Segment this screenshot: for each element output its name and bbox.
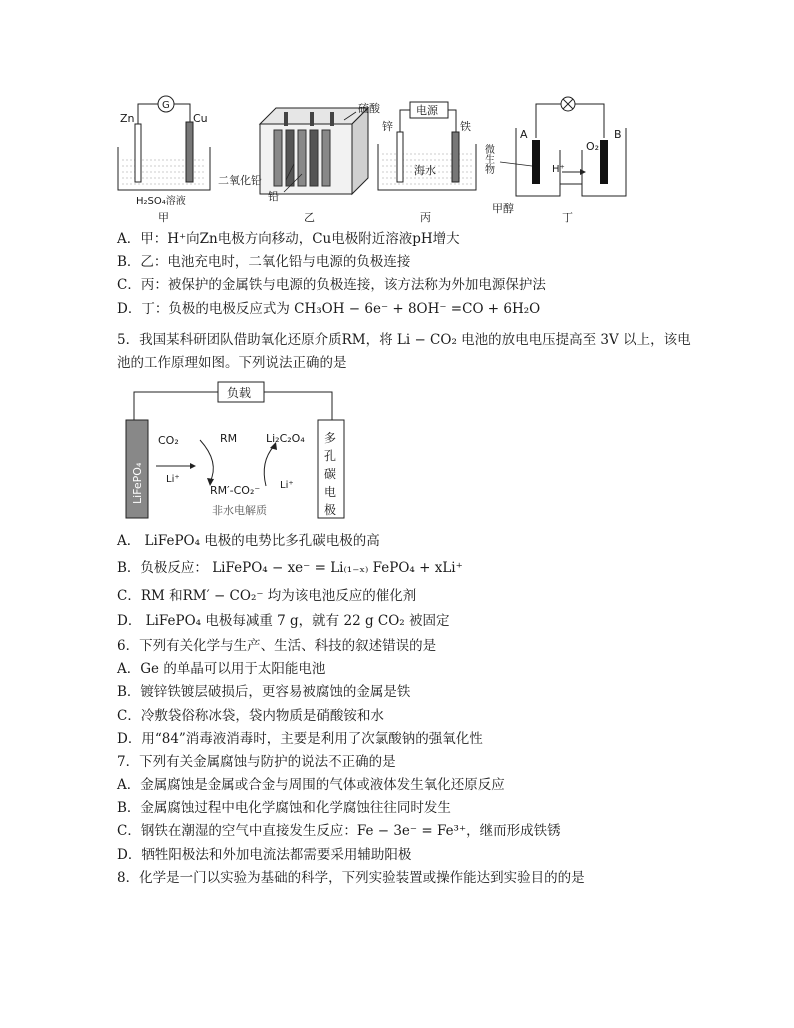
- label-b: B: [614, 128, 622, 141]
- galvanometer-label: G: [162, 100, 170, 111]
- li-plus-left: Li⁺: [166, 474, 180, 485]
- hplus-label: H⁺: [552, 164, 565, 175]
- carbon-label-2: 孔: [324, 449, 337, 463]
- q7-stem: 7．下列有关金属腐蚀与防护的说法不正确的是: [117, 754, 396, 770]
- carbon-label-1: 多: [324, 431, 337, 445]
- o2-label: O₂: [586, 140, 600, 153]
- q4-option-b: B．乙：电池充电时，二氧化铅与电源的负极连接: [117, 254, 411, 270]
- methanol-label: 甲醇: [492, 202, 514, 215]
- q6-option-d: D．用“84”消毒液消毒时，主要是利用了次氯酸钠的强氧化性: [117, 731, 483, 747]
- rm-label: RM: [220, 432, 238, 445]
- caption-jia: 甲: [158, 211, 169, 224]
- q7-option-c: C．钢铁在潮湿的空气中直接发生反应：Fe − 3e⁻ = Fe³⁺，继而形成铁锈: [117, 823, 561, 839]
- zn-label: Zn: [120, 112, 135, 125]
- q5-stem-line1: 5．我国某科研团队借助氧化还原介质RM，将 Li − CO₂ 电池的放电电压提高至 3V 以上，该电: [117, 332, 691, 348]
- q5-option-c: C．RM 和RM′ − CO₂⁻ 均为该电池反应的催化剂: [117, 588, 417, 604]
- co2-label: CO₂: [158, 434, 179, 447]
- carbon-label-4: 电: [324, 485, 337, 499]
- q7-option-b: B．金属腐蚀过程中电化学腐蚀和化学腐蚀往往同时发生: [117, 800, 451, 816]
- q6-option-a: A．Ge 的单晶可以用于太阳能电池: [117, 661, 326, 677]
- q4-option-d: D．丁：负极的电极反应式为 CH₃OH − 6e⁻ + 8OH⁻ =CO + 6H₂O: [117, 301, 541, 317]
- rm-co2-label: RM′-CO₂⁻: [210, 484, 261, 497]
- carbon-label-3: 碳: [324, 467, 337, 481]
- cell-bing: [378, 102, 476, 224]
- q4-option-c: C．丙：被保护的金属铁与电源的负极连接，该方法称为外加电源保护法: [117, 277, 546, 293]
- figure-electrochemical-cells: [110, 92, 650, 227]
- figure-li-co2-battery: [124, 378, 354, 524]
- cu-label: Cu: [193, 112, 208, 125]
- electrolyte-label: 非水电解质: [212, 504, 267, 517]
- zinc-label: 锌: [382, 120, 393, 133]
- q8-stem: 8．化学是一门以实验为基础的科学，下列实验装置或操作能达到实验目的的是: [117, 870, 585, 886]
- carbon-label-5: 极: [324, 503, 337, 517]
- cell-jia: [118, 96, 210, 224]
- q6-option-c: C．冷敷袋俗称冰袋，袋内物质是硝酸铵和水: [117, 708, 384, 724]
- li-plus-right: Li⁺: [280, 480, 294, 491]
- pb-label: 铅: [268, 190, 279, 203]
- power-label: 电源: [416, 104, 438, 117]
- caption-bing: 丙: [420, 211, 431, 224]
- q6-stem: 6．下列有关化学与生产、生活、科技的叙述错误的是: [117, 638, 437, 654]
- q4-option-a: A．甲：H⁺向Zn电极方向移动，Cu电极附近溶液pH增大: [117, 231, 460, 247]
- cell-yi: [218, 101, 381, 224]
- label-a: A: [520, 128, 528, 141]
- acid-label: 硫酸: [358, 102, 380, 115]
- q5-option-d: D． LiFePO₄ 电极每减重 7 g，就有 22 g CO₂ 被固定: [117, 613, 450, 629]
- load-label: 负载: [227, 386, 252, 400]
- caption-yi: 乙: [304, 211, 315, 224]
- pbo2-label: 二氧化铅: [218, 174, 262, 187]
- cell-ding: [483, 97, 627, 224]
- q7-option-a: A．金属腐蚀是金属或合金与周围的气体或液体发生氧化还原反应: [117, 777, 505, 793]
- lifepo4-label: LiFePO₄: [131, 462, 144, 504]
- h2so4-label: H₂SO₄溶液: [136, 196, 186, 207]
- q7-option-d: D．牺牲阳极法和外加电流法都需要采用辅助阳极: [117, 847, 412, 863]
- q5-option-a: A． LiFePO₄ 电极的电势比多孔碳电极的高: [117, 533, 380, 549]
- seawater-label: 海水: [414, 164, 436, 177]
- caption-ding: 丁: [562, 211, 573, 224]
- microbe-label: 微生物: [482, 144, 494, 174]
- q6-option-b: B．镀锌铁镀层破损后，更容易被腐蚀的金属是铁: [117, 684, 411, 700]
- q5-stem-line2: 池的工作原理如图。下列说法正确的是: [117, 355, 347, 371]
- li2c2o4-label: Li₂C₂O₄: [266, 432, 305, 445]
- q5-option-b: B．负极反应： LiFePO₄ − xe⁻ = Li₍₁₋ₓ₎ FePO₄ + xLi⁺: [117, 560, 463, 576]
- iron-label: 铁: [460, 120, 471, 133]
